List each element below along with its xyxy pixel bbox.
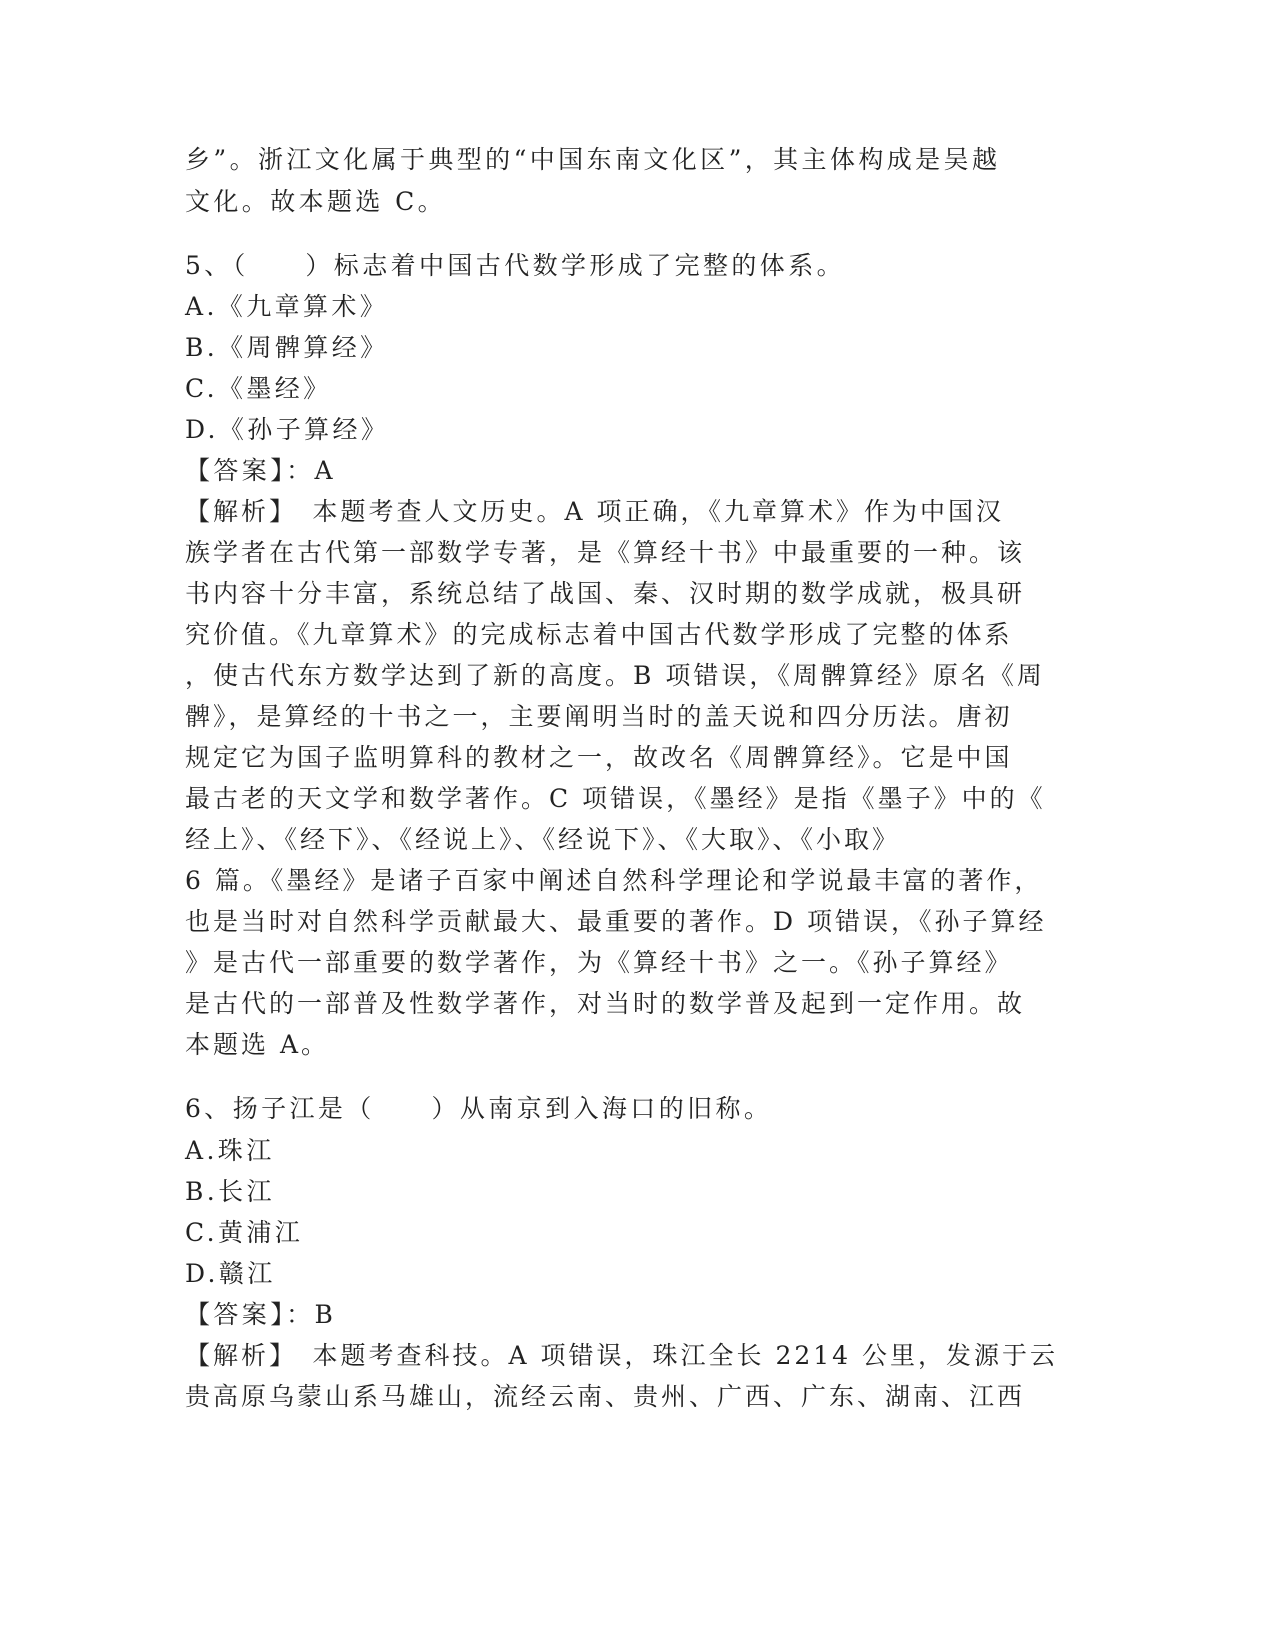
question-5-analysis-line: 6 篇。《墨经》是诸子百家中阐述自然科学理论和学说最丰富的著作，: [185, 866, 1043, 895]
question-5-option-d: D.《孙子算经》: [185, 415, 390, 444]
question-6-analysis-line: 贵高原乌蒙山系马雄山，流经云南、贵州、广西、广东、湖南、江西: [185, 1382, 1026, 1411]
question-5-analysis-line: 【解析】 本题考查人文历史。A 项正确，《九章算术》作为中国汉: [185, 497, 1005, 526]
question-5-analysis-line: 族学者在古代第一部数学专著，是《算经十书》中最重要的一种。该: [185, 538, 1026, 567]
carryover-line: 文化。故本题选 C。: [185, 187, 447, 216]
question-5-analysis-line: 究价值。《九章算术》的完成标志着中国古代数学形成了完整的体系: [185, 620, 1013, 649]
question-5-analysis-line: 最古老的天文学和数学著作。C 项错误，《墨经》是指《墨子》中的《: [185, 784, 1046, 813]
question-5-analysis-line: ，使古代东方数学达到了新的高度。B 项错误，《周髀算经》原名《周: [185, 661, 1045, 690]
question-5-stem: 5、（ ）标志着中国古代数学形成了完整的体系。: [185, 251, 846, 280]
question-5-option-c: C.《墨经》: [185, 374, 332, 403]
question-6-stem: 6、扬子江是（ ）从南京到入海口的旧称。: [185, 1094, 773, 1123]
question-5-analysis-line: 本题选 A。: [185, 1030, 330, 1059]
question-5-analysis-line: 书内容十分丰富，系统总结了战国、秦、汉时期的数学成就，极具研: [185, 579, 1026, 608]
question-5-analysis-line: 规定它为国子监明算科的教材之一，故改名《周髀算经》。它是中国: [185, 743, 1013, 772]
question-5-option-a: A.《九章算术》: [185, 292, 389, 321]
question-6-option-b: B.长江: [185, 1177, 275, 1206]
carryover-line: 乡”。浙江文化属于典型的“中国东南文化区”，其主体构成是吴越: [185, 145, 1001, 174]
question-6-analysis-line: 【解析】 本题考查科技。A 项错误，珠江全长 2214 公里，发源于云: [185, 1341, 1059, 1370]
question-5-analysis-line: 》是古代一部重要的数学著作，为《算经十书》之一。《孙子算经》: [185, 948, 1013, 977]
question-5-analysis-line: 是古代的一部普及性数学著作，对当时的数学普及起到一定作用。故: [185, 989, 1026, 1018]
question-6-option-c: C.黄浦江: [185, 1218, 304, 1247]
question-5-analysis-line: 经上》、《经下》、《经说上》、《经说下》、《大取》、《小取》: [185, 825, 901, 854]
question-6-option-a: A.珠江: [185, 1136, 275, 1165]
question-5-option-b: B.《周髀算经》: [185, 333, 389, 362]
question-6-option-d: D.赣江: [185, 1259, 276, 1288]
question-5-analysis-line: 髀》，是算经的十书之一，主要阐明当时的盖天说和四分历法。唐初: [185, 702, 1013, 731]
question-6-answer: 【答案】：B: [185, 1300, 337, 1329]
question-5-analysis-line: 也是当时对自然科学贡献最大、最重要的著作。D 项错误，《孙子算经: [185, 907, 1047, 936]
question-5-answer: 【答案】：A: [185, 456, 336, 485]
